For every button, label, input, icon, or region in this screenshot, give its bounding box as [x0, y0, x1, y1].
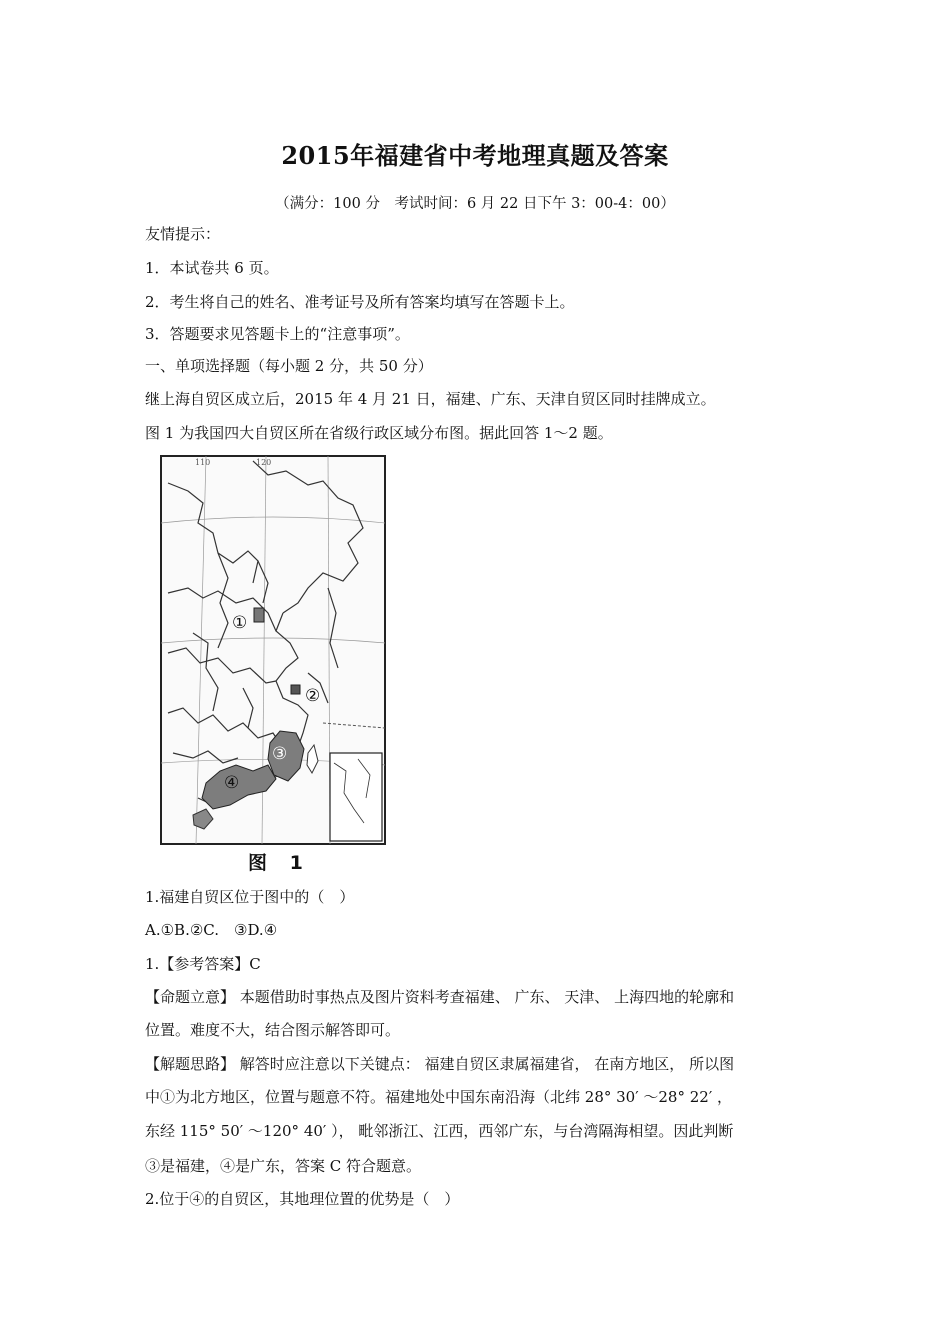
q1-analysis-line-1: 【解题思路】 解答时应注意以下关键点： 福建自贸区隶属福建省， 在南方地区， 所以图 [145, 1055, 735, 1073]
q1-options: A.①B.②C. ③D.④ [145, 921, 278, 939]
intro-line-1: 继上海自贸区成立后，2015 年 4 月 21 日，福建、广东、天津自贸区同时挂牌成立。 [145, 390, 716, 408]
q1-intent-line-2: 位置。难度不大，结合图示解答即可。 [145, 1021, 401, 1039]
exam-info: （满分：100 分 考试时间：6 月 22 日下午 3：00-4：00） [275, 196, 675, 212]
marker-1: ① [232, 613, 248, 633]
longitude-label-110: 110 [195, 458, 211, 467]
intro-line-2: 图 1 为我国四大自贸区所在省级行政区域分布图。据此回答 1～2 题。 [145, 424, 613, 442]
tip-1: 1．本试卷共 6 页。 [145, 259, 279, 277]
q1-question: 1.福建自贸区位于图中的（ ） [145, 888, 355, 906]
marker-4: ④ [224, 773, 240, 793]
q1-analysis-line-3: 东经 115° 50′ ～120° 40′ ）， 毗邻浙江、江西，西邻广东，与台湾隔海相望。因此判断 [145, 1122, 734, 1140]
q2-question: 2.位于④的自贸区，其地理位置的优势是（ ） [145, 1190, 460, 1208]
marker-3: ③ [272, 744, 288, 764]
map-drawing [158, 453, 388, 846]
q1-analysis-line-2: 中①为北方地区，位置与题意不符。福建地处中国东南沿海（北纬 28° 30′ ～28° 22′ ， [145, 1088, 733, 1106]
tip-3: 3．答题要求见答题卡上的“注意事项”。 [145, 325, 410, 343]
marker-2: ② [305, 686, 321, 706]
section-title: 一、单项选择题（每小题 2 分，共 50 分） [145, 357, 433, 375]
page-title: 2015年福建省中考地理真题及答案 [281, 141, 669, 170]
q1-answer: 1.【参考答案】C [145, 955, 261, 973]
longitude-label-120: 120 [256, 458, 272, 467]
q1-analysis-line-4: ③是福建，④是广东，答案 C 符合题意。 [145, 1157, 422, 1175]
figure-caption: 图 1 [248, 852, 311, 874]
china-map-figure [158, 453, 388, 846]
tip-2: 2．考生将自己的姓名、准考证号及所有答案均填写在答题卡上。 [145, 293, 575, 311]
q1-intent-line-1: 【命题立意】 本题借助时事热点及图片资料考查福建、 广东、 天津、 上海四地的轮廓和 [145, 988, 735, 1006]
tips-header: 友情提示： [145, 225, 221, 243]
